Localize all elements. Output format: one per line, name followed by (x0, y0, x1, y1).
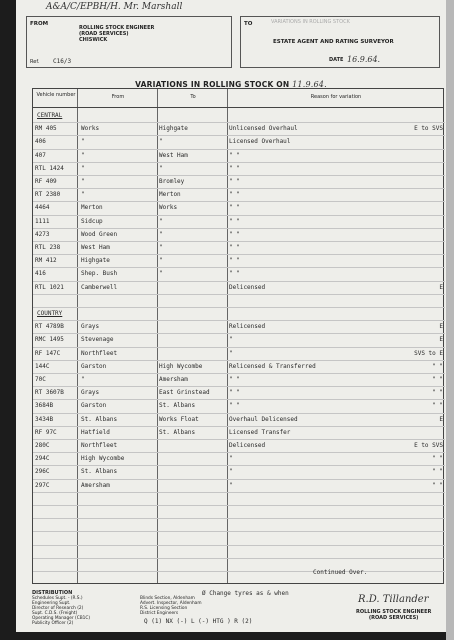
handwritten-reference: A&A/C/EPBH/H. Mr. Marshall (46, 2, 183, 12)
reason-cell: Licensed Transfer (229, 428, 291, 436)
table-row (33, 189, 445, 202)
signatory-title-line: ROLLING STOCK ENGINEER (356, 609, 432, 615)
signatory-title (356, 610, 431, 621)
table-row (33, 440, 445, 453)
from-cell: Amersham (81, 481, 110, 489)
to-cell: Highgate (159, 125, 188, 133)
from-line: ROLLING STOCK ENGINEER (79, 25, 155, 31)
reason-cell: " " (229, 244, 240, 251)
from-cell: St. Albans (81, 468, 118, 476)
from-cell: West Ham (81, 244, 110, 251)
to-cell: " (159, 217, 163, 225)
vehicle-number-cell: 3684B (35, 402, 54, 410)
header-separator (33, 107, 443, 108)
to-box (240, 16, 440, 68)
from-cell: Camberwell (81, 283, 118, 291)
flag-cell: E to SVS (414, 442, 443, 449)
to-cell: Works (159, 204, 178, 212)
table-row (33, 150, 445, 163)
reason-cell: Overhaul Delicensed (229, 415, 298, 423)
distribution-label: DISTRIBUTION (32, 590, 73, 596)
from-cell: Northfleet (81, 442, 118, 449)
distribution-item: Publicity Officer (2) (32, 621, 74, 626)
reason-cell: " " (229, 151, 240, 159)
continued-row (33, 567, 445, 580)
to-cell: " (159, 138, 163, 146)
table-row (33, 321, 445, 334)
change-tyres-note: Ø Change tyres as & when (202, 590, 289, 597)
vehicle-number-cell: 144C (35, 362, 50, 370)
table-row (33, 361, 445, 374)
table-row (33, 163, 445, 176)
document-sheet (16, 0, 446, 632)
vehicle-number-cell: 1111 (35, 217, 50, 225)
from-cell: Stevenage (81, 336, 114, 344)
signatory-title-line: (ROAD SERVICES) (368, 614, 419, 621)
vehicle-number-cell: RF 409 (35, 178, 57, 185)
header-to: To (190, 94, 196, 100)
distribution-item: Engineering Supt. (32, 601, 71, 606)
table-row (33, 414, 445, 427)
from-cell: Merton (81, 204, 103, 212)
row-rule (33, 518, 445, 519)
vehicle-number-cell: 294C (35, 455, 50, 463)
table-row (33, 334, 445, 347)
vehicle-number-cell: 406 (35, 138, 46, 146)
to-cell: St. Albans (159, 428, 196, 436)
date-label: DATE (329, 57, 344, 63)
flag-cell: E (439, 336, 443, 344)
from-cell: " (81, 191, 85, 199)
reason-cell: " " (229, 178, 240, 185)
to-cell: Merton (159, 191, 181, 199)
vehicle-number-cell: RM 412 (35, 257, 57, 265)
from-cell: St. Albans (81, 415, 118, 423)
header-reason: Reason for variation (310, 94, 362, 100)
continued-over: Continued Over. (313, 569, 368, 576)
table-row (33, 242, 445, 255)
header-vehicle: Vehicle number (36, 92, 76, 98)
row-rule (33, 545, 445, 546)
table-row (33, 229, 445, 242)
vehicle-number-cell: 407 (35, 151, 46, 159)
to-cell: High Wycombe (159, 362, 203, 370)
distribution-item: Director of Research (2) (32, 606, 84, 611)
to-cell: " (159, 164, 163, 172)
row-rule (33, 505, 445, 506)
from-cell: Northfleet (81, 349, 118, 357)
ref-label: Ref. (30, 59, 40, 65)
reason-cell: Delicensed (229, 442, 266, 449)
table-row (33, 453, 445, 466)
from-cell: Garston (81, 402, 107, 410)
flag-cell: " " (432, 376, 443, 383)
vehicle-number-cell: RTL 238 (35, 244, 61, 251)
date-value: 16.9.64. (347, 55, 381, 64)
from-cell: Hatfield (81, 428, 110, 436)
from-cell: Grays (81, 323, 100, 331)
from-cell: " (81, 178, 85, 185)
row-rule (33, 294, 445, 295)
from-cell: " (81, 164, 85, 172)
from-label: FROM (30, 21, 49, 27)
distribution-item: R.S. Licensing Section (140, 606, 188, 611)
from-cell: Works (81, 125, 100, 133)
table-row (33, 202, 445, 215)
from-cell: Wood Green (81, 230, 118, 238)
table-row (33, 374, 445, 387)
to-cell: " (159, 270, 163, 278)
from-line: (ROAD SERVICES) (79, 30, 129, 37)
vehicle-number-cell: RF 97C (35, 428, 57, 436)
reason-cell: Delicensed (229, 283, 266, 291)
reason-cell: " (229, 349, 233, 357)
from-cell: Grays (81, 389, 100, 397)
reason-cell: " (229, 455, 233, 463)
variations-table (32, 88, 444, 584)
faint-stamp: VARIATIONS IN ROLLING STOCK (271, 19, 350, 25)
reason-cell: " " (229, 217, 240, 225)
table-row (33, 480, 445, 493)
from-cell: Sidcup (81, 217, 103, 225)
from-cell: " (81, 151, 85, 159)
reason-cell: " " (229, 376, 240, 383)
reason-cell: " (229, 481, 233, 489)
distribution-item: Schedules Supt. - (R.S.) (32, 596, 83, 601)
from-box (26, 16, 232, 68)
flag-cell: SVS to E (414, 349, 443, 357)
vehicle-number-cell: 4464 (35, 204, 50, 212)
table-row (33, 427, 445, 440)
from-cell: Highgate (81, 257, 110, 265)
to-cell: Bromley (159, 178, 185, 185)
from-cell: Shep. Bush (81, 270, 118, 278)
section-header-row (33, 110, 445, 123)
reason-cell: Unlicensed Overhaul (229, 125, 298, 133)
signature: R.D. Tillander (358, 594, 429, 605)
vehicle-number-cell: RTL 1021 (35, 283, 64, 291)
distribution-list-1 (32, 596, 90, 626)
distribution-item: Advert. Inspector, Aldenham (140, 601, 202, 606)
table-row (33, 348, 445, 361)
vehicle-number-cell: 4273 (35, 230, 50, 238)
vehicle-number-cell: RT 2380 (35, 191, 61, 199)
reason-cell: " " (229, 257, 240, 265)
flag-cell: " " (432, 455, 443, 463)
vehicle-number-cell: RT 4789B (35, 323, 64, 331)
to-cell: " (159, 230, 163, 238)
table-row (33, 400, 445, 413)
table-row (33, 123, 445, 136)
scan-edge (446, 0, 454, 640)
to-cell: West Ham (159, 151, 188, 159)
vehicle-number-cell: RMC 1495 (35, 336, 64, 344)
to-cell: Works Float (159, 415, 199, 423)
table-row (33, 466, 445, 479)
reason-cell: Licensed Overhaul (229, 138, 291, 146)
vehicle-number-cell: 297C (35, 481, 50, 489)
flag-cell: " " (432, 389, 443, 397)
vehicle-number-cell: RT 3607B (35, 389, 64, 397)
from-cell: " (81, 138, 85, 146)
vehicle-number-cell: 416 (35, 270, 46, 278)
reason-cell: " " (229, 402, 240, 410)
table-row (33, 176, 445, 189)
to-label: TO (244, 21, 253, 27)
distribution-item: District Engineers (140, 611, 179, 616)
reason-cell: " " (229, 230, 240, 238)
reason-cell: Relicensed & Transferred (229, 362, 316, 370)
distribution-item: Supt. C.D.S. (Freight) (32, 611, 78, 616)
flag-cell: " " (432, 402, 443, 410)
to-cell: " (159, 257, 163, 265)
row-rule (33, 492, 445, 493)
typed-formula: Q (1) NX (-) L (-) HTG ) R (2) (144, 618, 253, 625)
title-text: VARIATIONS IN ROLLING STOCK ON (135, 80, 290, 89)
vehicle-number-cell: 3434B (35, 415, 54, 423)
flag-cell: E (439, 283, 443, 291)
to-cell: St. Albans (159, 402, 196, 410)
table-row (33, 255, 445, 268)
from-cell: " (81, 376, 85, 383)
distribution-item: Blinds Section, Aldenham (140, 596, 195, 601)
table-row (33, 268, 445, 281)
table-row (33, 136, 445, 149)
distribution-item: Operating Manager (CB1C) (32, 616, 91, 621)
vehicle-number-cell: 280C (35, 442, 50, 449)
table-row (33, 387, 445, 400)
from-address (79, 26, 154, 43)
row-rule (33, 531, 445, 532)
section-header-row (33, 308, 445, 321)
flag-cell: E to SVS (414, 125, 443, 133)
reason-cell: " (229, 336, 233, 344)
footer (32, 590, 444, 632)
reason-cell: " " (229, 164, 240, 172)
from-cell: High Wycombe (81, 455, 125, 463)
flag-cell: " " (432, 362, 443, 370)
vehicle-number-cell: 296C (35, 468, 50, 476)
vehicle-number-cell: RTL 1424 (35, 164, 64, 172)
reason-cell: " " (229, 389, 240, 397)
section-label: COUNTRY (37, 310, 63, 317)
vehicle-number-cell: RM 405 (35, 125, 57, 133)
title-date: 11.9.64. (292, 80, 327, 89)
to-cell: East Grinstead (159, 389, 210, 397)
header-from: From (111, 94, 125, 100)
row-rule (33, 558, 445, 559)
reason-cell: Relicensed (229, 323, 266, 331)
reason-cell: " " (229, 191, 240, 199)
flag-cell: E (439, 415, 443, 423)
ref-value: C16/3 (53, 58, 72, 65)
from-line: CHISWICK (79, 36, 108, 43)
flag-cell: " " (432, 481, 443, 489)
from-cell: Garston (81, 362, 107, 370)
flag-cell: " " (432, 468, 443, 476)
table-row (33, 282, 445, 295)
reason-cell: " " (229, 204, 240, 212)
distribution-list-2 (140, 596, 202, 616)
vehicle-number-cell: RF 147C (35, 349, 61, 357)
section-label: CENTRAL (37, 112, 63, 119)
to-cell: " (159, 244, 163, 251)
vehicle-number-cell: 70C (35, 376, 46, 383)
to-recipient: ESTATE AGENT AND RATING SURVEYOR (273, 39, 394, 45)
table-row (33, 216, 445, 229)
reason-cell: " (229, 468, 233, 476)
flag-cell: E (439, 323, 443, 331)
to-cell: Amersham (159, 376, 188, 383)
reason-cell: " " (229, 270, 240, 278)
